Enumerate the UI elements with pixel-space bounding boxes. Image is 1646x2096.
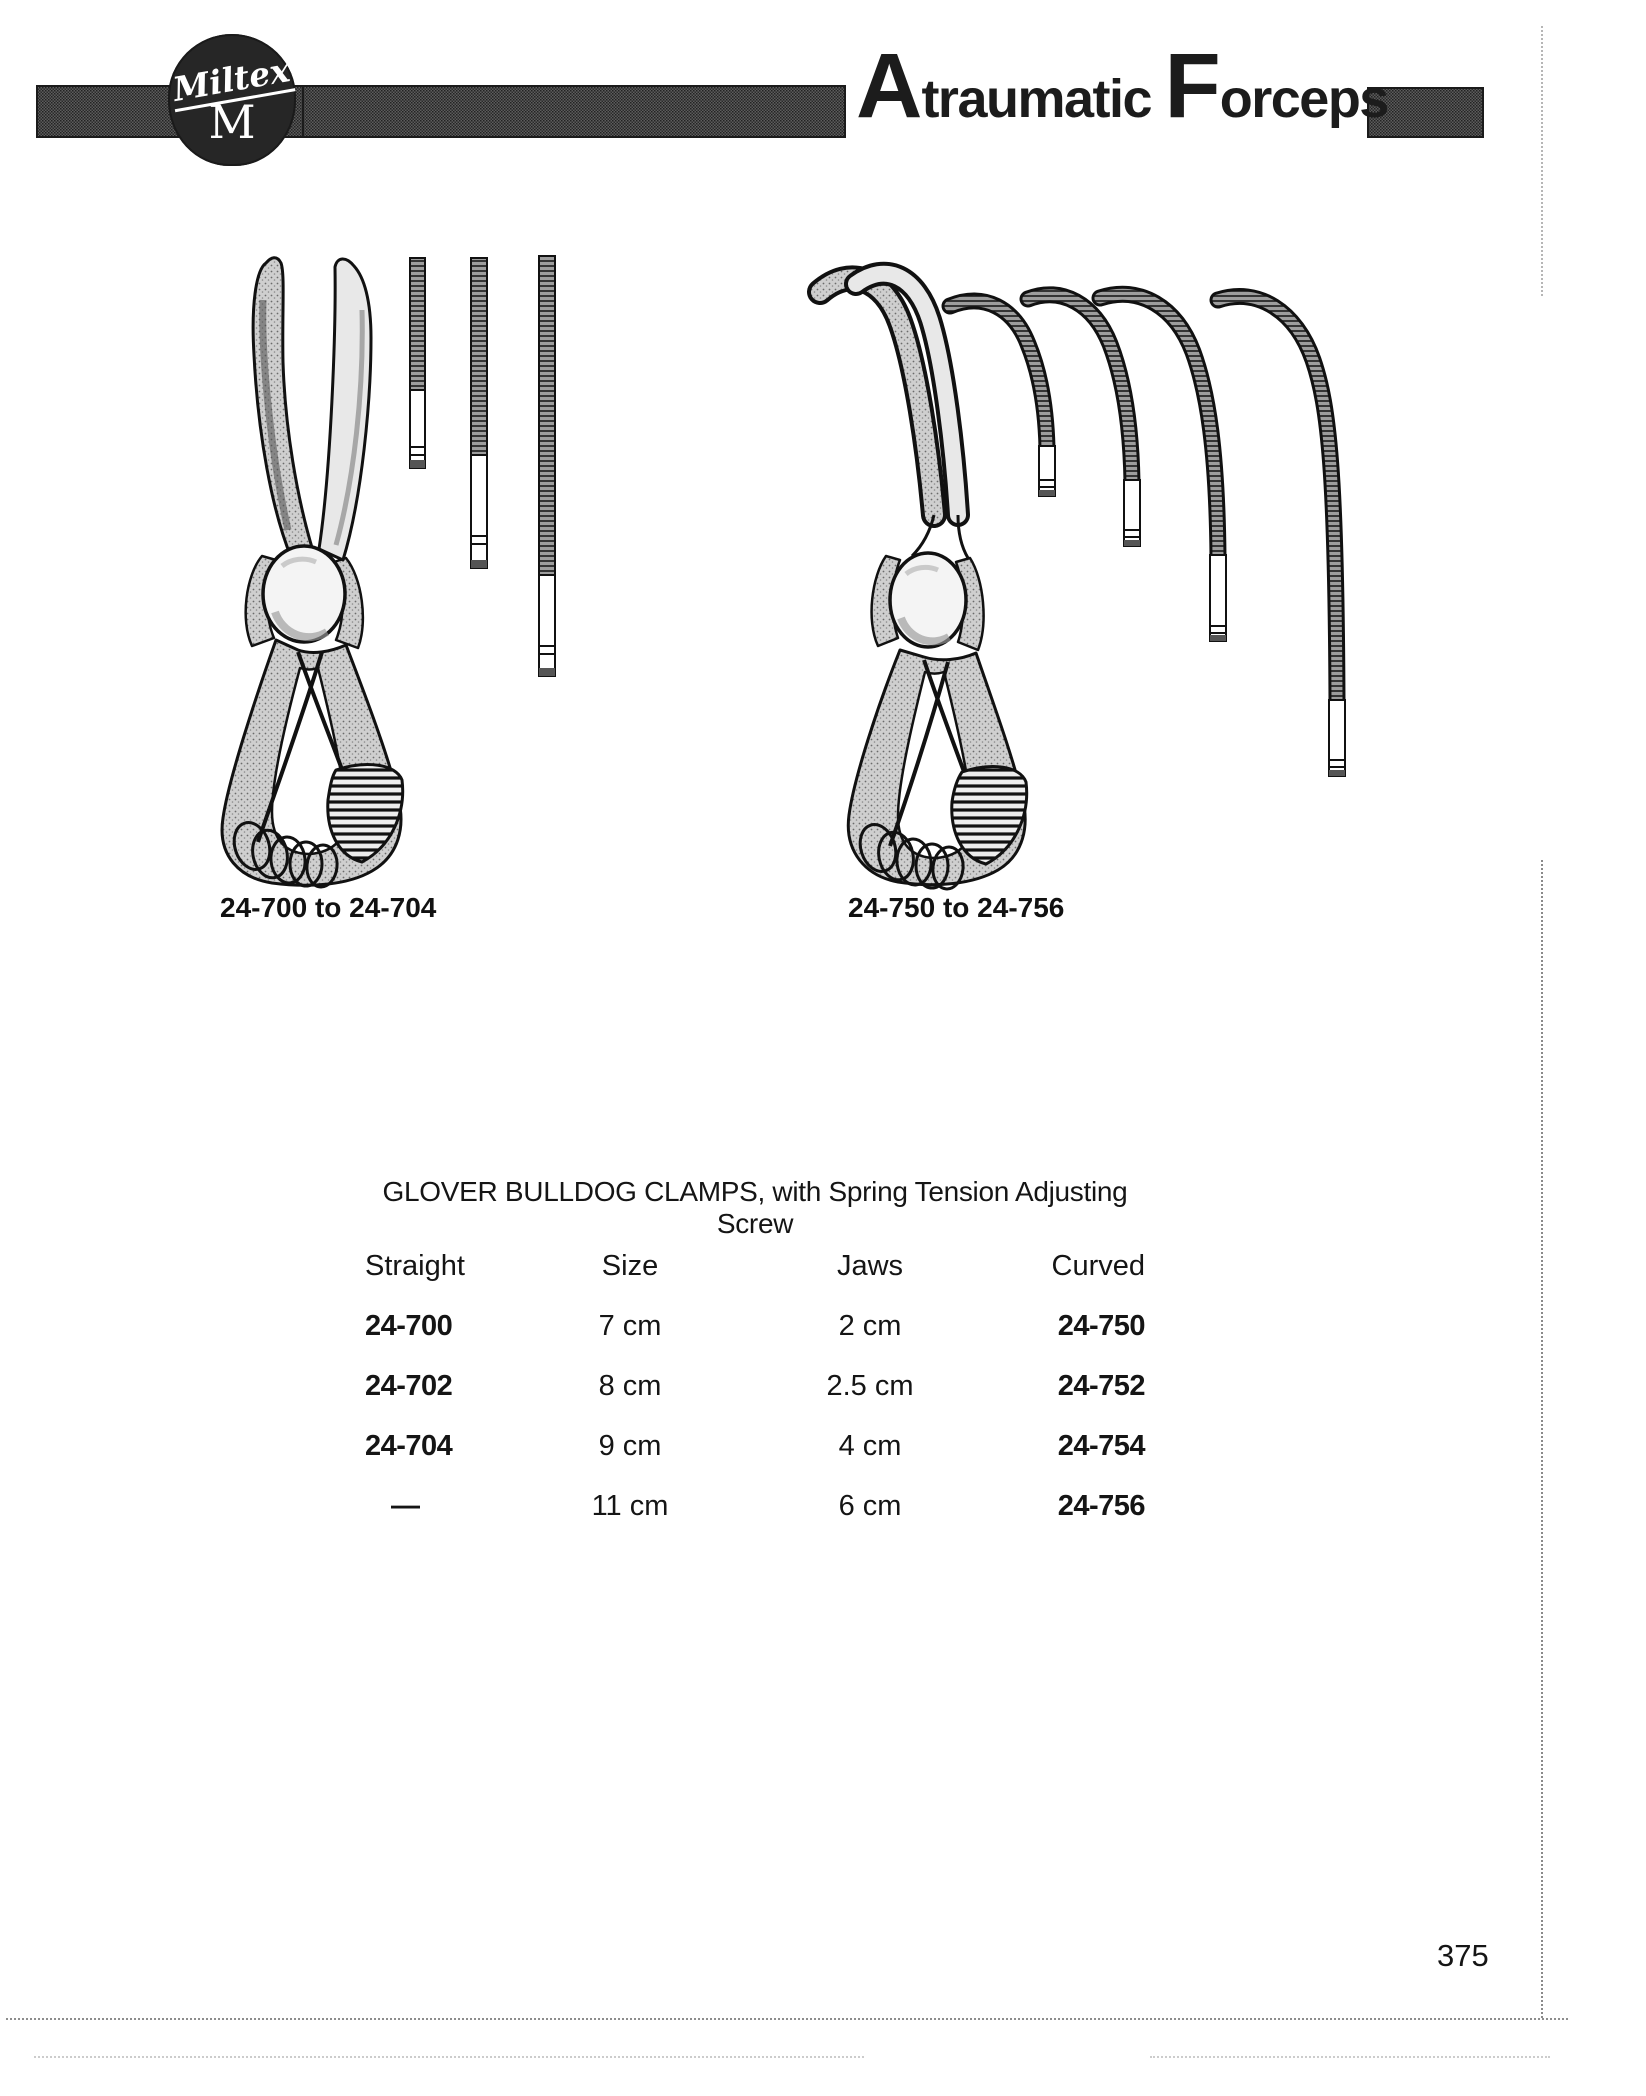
catalog-number: 24-700 [365,1309,453,1342]
page-number: 375 [1437,1938,1489,1973]
curved-bulldog-clamp-illustration [820,274,1027,891]
catalog-number: 24-754 [1057,1429,1145,1462]
jaws-value: 6 cm [838,1489,902,1522]
size-value: 7 cm [598,1309,662,1342]
straight-bulldog-clamp-illustration [222,258,403,889]
title-word-1: traumatic [921,69,1165,129]
column-header-size: Size [601,1249,659,1282]
jaws-value: 2 cm [838,1309,902,1342]
curved-jaw-profiles [950,294,1345,776]
size-value: 9 cm [598,1429,662,1462]
header-bar-main [303,86,845,137]
straight-clamp-caption: 24-700 to 24-704 [220,892,437,923]
scan-speckle-line-right [1150,2056,1550,2058]
jaw-profile-small [410,258,425,468]
title-capital-f: F [1164,35,1220,137]
product-table [365,1236,1145,1536]
catalog-number: 24-704 [365,1429,453,1462]
page-title [856,35,1388,137]
title-capital-a: A [856,35,922,137]
jaw-profile-medium [471,258,487,568]
column-header-curved: Curved [1051,1249,1145,1282]
catalog-number: 24-750 [1057,1309,1145,1342]
jaws-value: 2.5 cm [826,1369,914,1402]
miltex-logo-initial: M [208,95,256,150]
jaw-profile-large [539,256,555,676]
no-catalog-number-dash: — [391,1489,420,1522]
catalog-number: 24-756 [1057,1489,1145,1522]
size-value: 11 cm [591,1489,669,1522]
title-word-2: orceps [1219,69,1388,129]
jaws-value: 4 cm [838,1429,902,1462]
column-header-jaws: Jaws [836,1249,904,1282]
miltex-logo-script: Miltex [169,53,295,113]
curved-jaw-profile-4 [1218,297,1345,776]
column-header-straight: Straight [365,1249,465,1282]
table-title: GLOVER BULLDOG CLAMPS, with Spring Tension Adjusting Screw [382,1176,1128,1239]
miltex-logo [168,34,296,166]
scan-edge-dotted-right-top [1541,26,1543,296]
straight-jaw-profiles [410,256,555,676]
catalog-number: 24-752 [1057,1369,1145,1402]
scan-edge-dotted-bottom [6,2018,1568,2020]
scan-speckle-line-left [34,2056,864,2058]
catalog-number: 24-702 [365,1369,453,1402]
curved-clamp-caption: 24-750 to 24-756 [848,892,1065,923]
size-value: 8 cm [598,1369,662,1402]
scan-edge-dotted-right-bottom [1541,860,1543,2018]
